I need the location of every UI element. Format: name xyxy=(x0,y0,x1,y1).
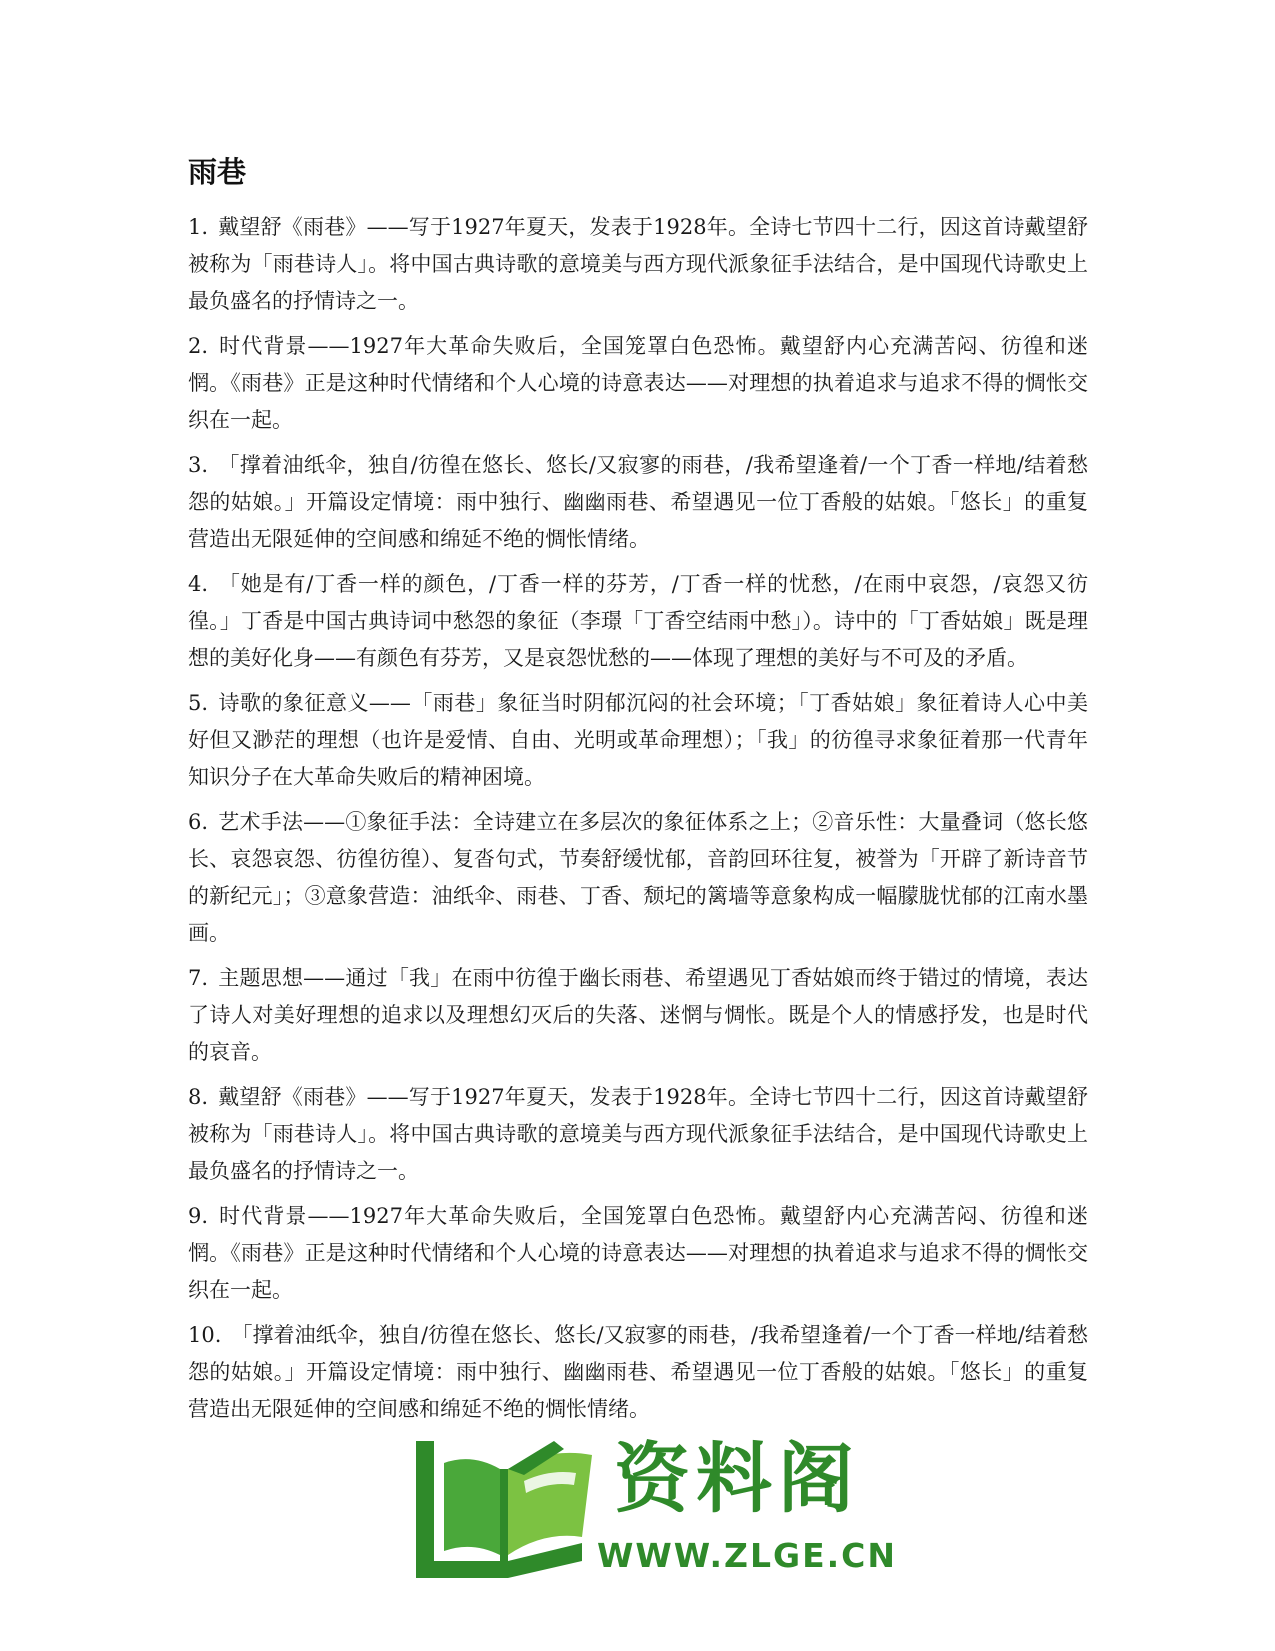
item-text: 「撑着油纸伞，独自/彷徨在悠长、悠长/又寂寥的雨巷，/我希望逢着/一个丁香一样地/结着愁怨的姑娘。」开篇设定情境：雨中独行、幽幽雨巷、希望遇见一位丁香般的姑娘。「悠长」的重复营造出无限延伸的空间感和绵延不绝的惆怅情绪。 xyxy=(188,1323,1088,1421)
item-number: 3. xyxy=(188,453,209,477)
item-number: 7. xyxy=(188,966,209,990)
item-text: 时代背景——1927年大革命失败后，全国笼罩白色恐怖。戴望舒内心充满苦闷、彷徨和迷惘。《雨巷》正是这种时代情绪和个人心境的诗意表达——对理想的执着追求与追求不得的惆怅交织在一起。 xyxy=(188,334,1088,432)
item-text: 艺术手法——①象征手法：全诗建立在多层次的象征体系之上；②音乐性：大量叠词（悠长悠长、哀怨哀怨、彷徨彷徨）、复沓句式，节奏舒缓忧郁，音韵回环往复，被誉为「开辟了新诗音节的新纪元」；③意象营造：油纸伞、雨巷、丁香、颓圮的篱墙等意象构成一幅朦胧忧郁的江南水墨画。 xyxy=(188,810,1088,945)
item-number: 9. xyxy=(188,1204,209,1228)
document-title: 雨巷 xyxy=(188,155,247,189)
item-text: 「她是有/丁香一样的颜色，/丁香一样的芬芳，/丁香一样的忧愁，/在雨中哀怨，/哀怨又彷徨。」丁香是中国古典诗词中愁怨的象征（李璟「丁香空结雨中愁」）。诗中的「丁香姑娘」既是理想的美好化身——有颜色有芬芳，又是哀怨忧愁的——体现了理想的美好与不可及的矛盾。 xyxy=(188,572,1088,670)
item-number: 6. xyxy=(188,810,209,834)
item-text: 戴望舒《雨巷》——写于1927年夏天，发表于1928年。全诗七节四十二行，因这首诗戴望舒被称为「雨巷诗人」。将中国古典诗歌的意境美与西方现代派象征手法结合，是中国现代诗歌史上最负盛名的抒情诗之一。 xyxy=(188,215,1088,313)
item-number: 1. xyxy=(188,215,209,239)
list-item xyxy=(188,447,1088,558)
item-number: 10. xyxy=(188,1323,222,1347)
list-item xyxy=(188,1198,1088,1309)
item-text: 主题思想——通过「我」在雨中彷徨于幽长雨巷、希望遇见丁香姑娘而终于错过的情境，表达了诗人对美好理想的追求以及理想幻灭后的失落、迷惘与惆怅。既是个人的情感抒发，也是时代的哀音。 xyxy=(188,966,1088,1064)
item-number: 2. xyxy=(188,334,209,358)
item-number: 4. xyxy=(188,572,209,596)
item-text: 诗歌的象征意义——「雨巷」象征当时阴郁沉闷的社会环境；「丁香姑娘」象征着诗人心中美好但又渺茫的理想（也许是爱情、自由、光明或革命理想）；「我」的彷徨寻求象征着那一代青年知识分子在大革命失败后的精神困境。 xyxy=(188,691,1088,789)
list-item xyxy=(188,566,1088,677)
item-text: 时代背景——1927年大革命失败后，全国笼罩白色恐怖。戴望舒内心充满苦闷、彷徨和迷惘。《雨巷》正是这种时代情绪和个人心境的诗意表达——对理想的执着追求与追求不得的惆怅交织在一起。 xyxy=(188,1204,1088,1302)
item-text: 戴望舒《雨巷》——写于1927年夏天，发表于1928年。全诗七节四十二行，因这首诗戴望舒被称为「雨巷诗人」。将中国古典诗歌的意境美与西方现代派象征手法结合，是中国现代诗歌史上最负盛名的抒情诗之一。 xyxy=(188,1085,1088,1183)
list-item xyxy=(188,804,1088,952)
list-item xyxy=(188,328,1088,439)
list-item xyxy=(188,960,1088,1071)
list-item xyxy=(188,1079,1088,1190)
numbered-list xyxy=(188,209,1088,1436)
list-item xyxy=(188,1317,1088,1428)
watermark-name: 资料阁 xyxy=(614,1434,860,1523)
list-item xyxy=(188,209,1088,320)
list-item xyxy=(188,685,1088,796)
item-number: 8. xyxy=(188,1085,209,1109)
watermark-url: WWW.ZLGE.CN xyxy=(597,1536,898,1575)
item-number: 5. xyxy=(188,691,209,715)
item-text: 「撑着油纸伞，独自/彷徨在悠长、悠长/又寂寥的雨巷，/我希望逢着/一个丁香一样地/结着愁怨的姑娘。」开篇设定情境：雨中独行、幽幽雨巷、希望遇见一位丁香般的姑娘。「悠长」的重复营造出无限延伸的空间感和绵延不绝的惆怅情绪。 xyxy=(188,453,1088,551)
open-book-icon xyxy=(404,1433,599,1588)
watermark-logo xyxy=(404,1433,898,1588)
